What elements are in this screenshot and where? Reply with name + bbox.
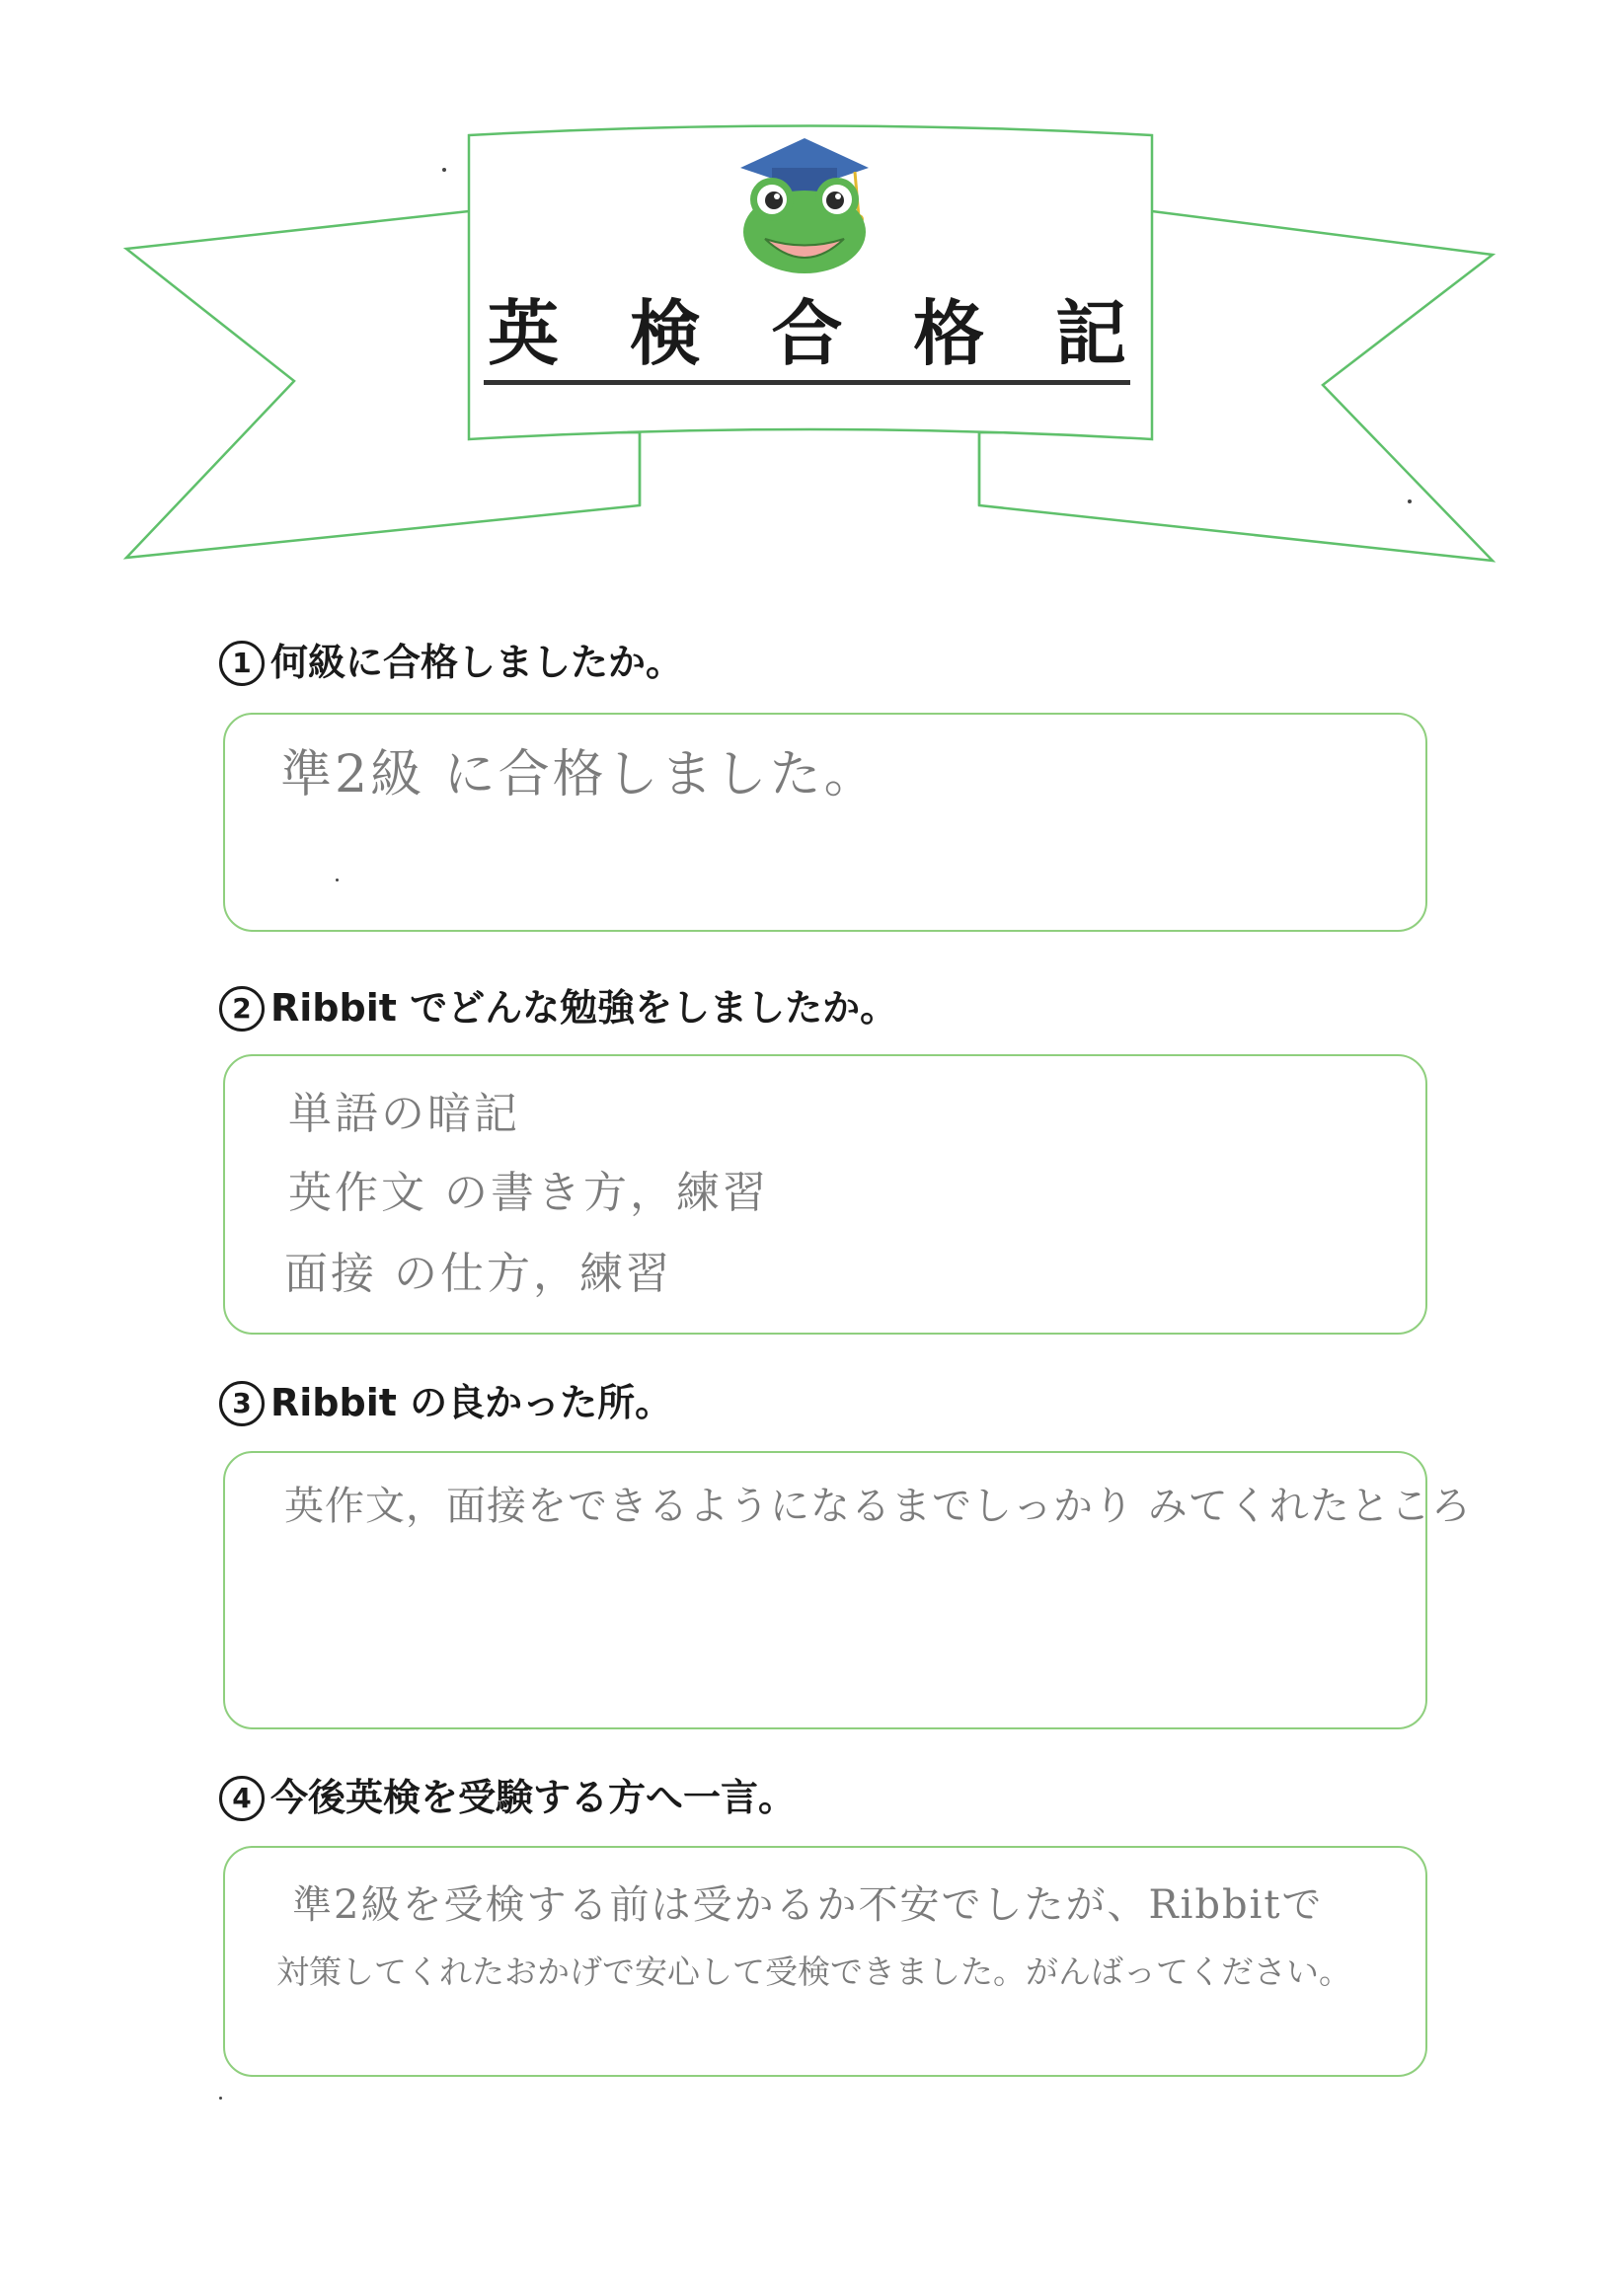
answer-box-3 [223, 1451, 1472, 1729]
title-char: 検 [629, 290, 701, 375]
question-text: 今後英検を受験する方へ一言。 [270, 1776, 797, 1819]
title-char: 格 [913, 290, 985, 375]
answer-line: 対策してくれたおかげで安心して受検できました。がんばってください。 [276, 1952, 1351, 1991]
question-1 [219, 632, 683, 686]
frog-graduate-icon [730, 128, 879, 276]
page-title [484, 286, 1130, 385]
question-text: 何級に合格しましたか。 [270, 641, 684, 684]
answer-line: 単語の暗記 [288, 1089, 520, 1139]
question-number: 2 [219, 986, 265, 1032]
answer-box-1 [223, 713, 1427, 932]
answer-box-2 [223, 1054, 1427, 1335]
answer-line: 準2級を受検する前は受かるか不安でしたが、Ribbitで [292, 1882, 1324, 1928]
question-number: 3 [219, 1381, 265, 1426]
question-number: 4 [219, 1776, 265, 1821]
question-3 [219, 1372, 672, 1426]
answer-box-4 [223, 1846, 1427, 2077]
scan-speck [336, 879, 339, 881]
scan-speck [1408, 499, 1412, 503]
title-char: 合 [771, 290, 843, 375]
answer-line: 英作文 の書き方，練習 [288, 1168, 769, 1218]
title-char: 記 [1054, 290, 1126, 375]
question-text: Ribbit の良かった所。 [270, 1381, 673, 1424]
answer-line: 準2級 に合格しました。 [280, 745, 879, 804]
question-2 [219, 977, 897, 1032]
scan-speck [442, 168, 446, 172]
scan-speck [219, 2097, 222, 2100]
question-4 [219, 1767, 796, 1821]
question-text: Ribbit でどんな勉強をしましたか。 [270, 986, 898, 1030]
title-char: 英 [488, 290, 560, 375]
answer-line: 面接 の仕方，練習 [284, 1249, 672, 1299]
answer-line: 英作文，面接をできるようになるまでしっかり みてくれたところ [284, 1484, 1472, 1529]
question-number: 1 [219, 641, 265, 686]
